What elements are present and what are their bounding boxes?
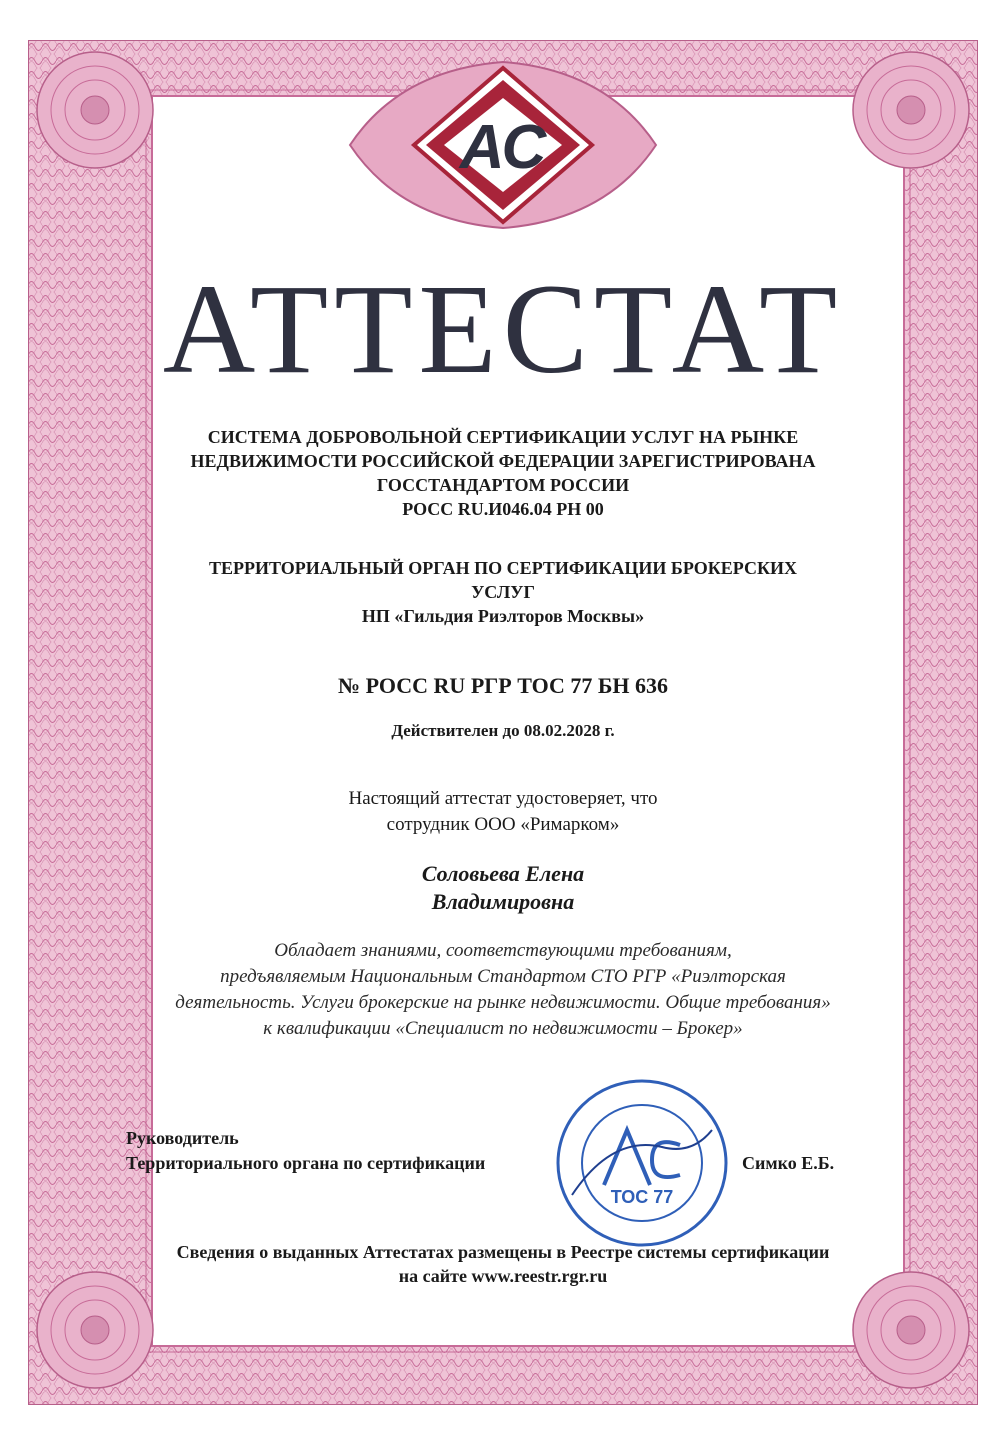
signer-name: Симко Е.Б. (742, 1153, 835, 1173)
svg-text:ТОС 77: ТОС 77 (610, 1187, 674, 1207)
seal-stamp-icon (552, 1075, 732, 1250)
qualification-line: деятельность. Услуги брокерские на рынке недвижимости. Общие требования» (175, 992, 831, 1013)
system-line: РОСС RU.И046.04 РН 00 (402, 499, 604, 519)
logo-letters: АС (459, 113, 547, 182)
page-title: АТТЕСТАТ (162, 258, 844, 400)
certifies-line: сотрудник ООО «Римарком» (386, 814, 620, 835)
organ-line: УСЛУГ (471, 582, 535, 602)
signer-role-organ: Территориального органа по сертификации (126, 1153, 486, 1173)
organ-line: НП «Гильдия Риэлторов Москвы» (361, 606, 645, 626)
valid-until: Действителен до 08.02.2028 г. (391, 721, 615, 740)
person-patronymic: Владимировна (431, 889, 575, 914)
corner-rosette-icon (30, 45, 160, 175)
qualification-line: к квалификации «Специалист по недвижимости – Брокер» (263, 1018, 743, 1039)
footer-line: на сайте www.reestr.rgr.ru (398, 1266, 608, 1286)
footer-line: Сведения о выданных Аттестатах размещены в Реестре системы сертификации (176, 1242, 830, 1262)
system-line: СИСТЕМА ДОБРОВОЛЬНОЙ СЕРТИФИКАЦИИ УСЛУГ НА РЫНКЕ (207, 427, 799, 447)
qualification-line: Обладает знаниями, соответствующими требованиям, (274, 940, 732, 961)
certificate-number: № РОСС RU РГР ТОС 77 БН 636 (337, 673, 669, 698)
signer-role: Руководитель (126, 1128, 239, 1148)
system-line: ГОССТАНДАРТОМ РОССИИ (376, 475, 630, 495)
certifies-line: Настоящий аттестат удостоверяет, что (348, 788, 658, 809)
organ-line: ТЕРРИТОРИАЛЬНЫЙ ОРГАН ПО СЕРТИФИКАЦИИ БРОКЕРСКИХ (208, 558, 798, 578)
logo-medallion (340, 50, 666, 240)
system-line: НЕДВИЖИМОСТИ РОССИЙСКОЙ ФЕДЕРАЦИИ ЗАРЕГИСТРИРОВАНА (190, 451, 816, 471)
qualification-line: предъявляемым Национальным Стандартом СТО РГР «Риэлторская (220, 966, 786, 987)
person-name: Соловьева Елена (421, 861, 585, 886)
corner-rosette-icon (846, 45, 976, 175)
